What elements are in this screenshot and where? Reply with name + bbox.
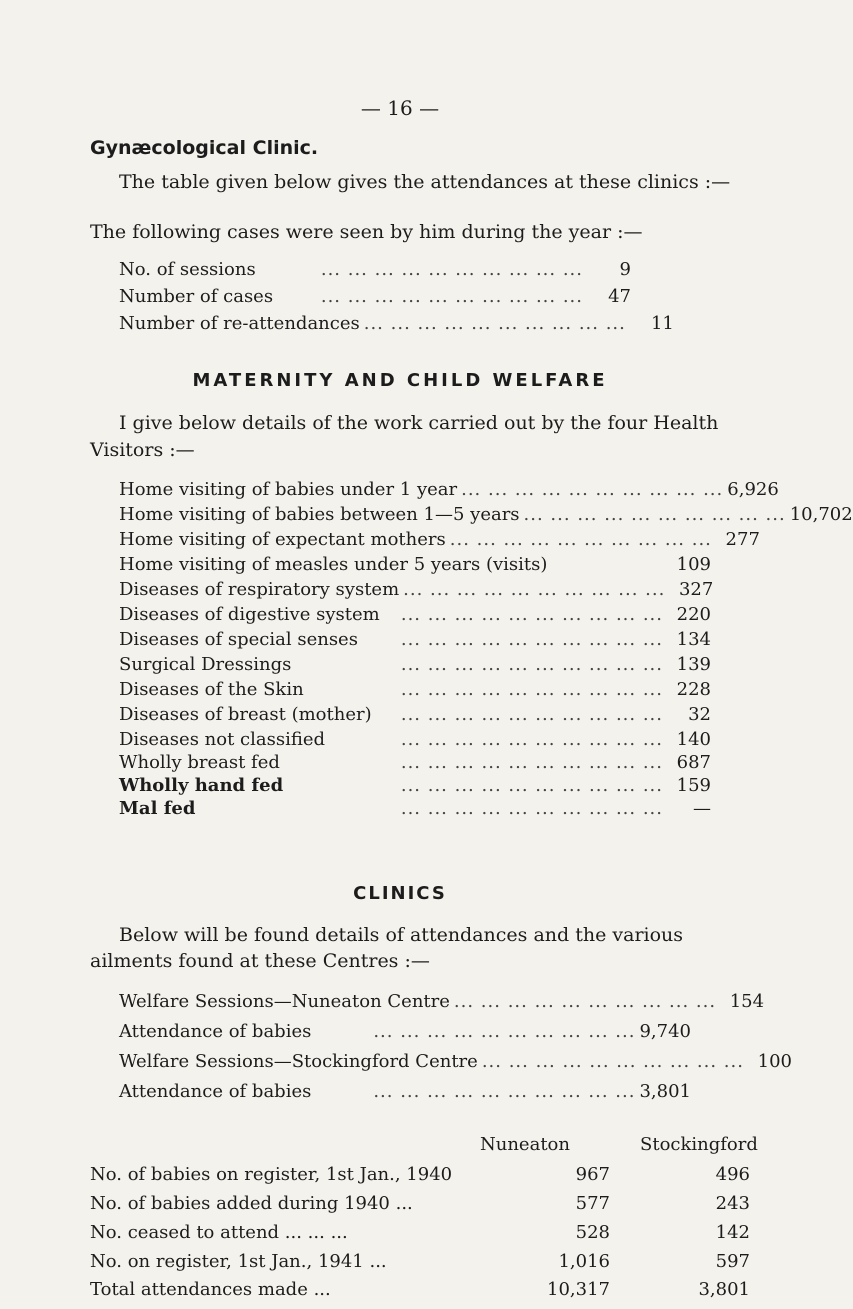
maternity-intro-line1: I give below details of the work carried out by the four Health: [119, 412, 719, 434]
row-value: 10,702: [789, 504, 853, 525]
maternity-row: [119, 553, 711, 577]
table-cell-stockingford: 142: [715, 1222, 750, 1243]
leader-dots: ... ... ... ... ... ... ... ... ... ...: [400, 704, 663, 725]
row-label: Surgical Dressings: [119, 654, 292, 675]
table-row-label: No. of babies on register, 1st Jan., 1940: [90, 1164, 453, 1185]
leader-dots: ... ... ... ... ... ... ... ... ... ...: [400, 798, 663, 819]
row-value: 140: [676, 729, 711, 750]
row-label: Home visiting of babies under 1 year: [119, 479, 458, 500]
clinics-row: [119, 990, 765, 1014]
row-value: 154: [729, 991, 765, 1012]
table-cell-stockingford: 597: [715, 1251, 750, 1272]
maternity-row: [119, 703, 711, 727]
maternity-row: [119, 528, 760, 552]
leader-dots: ... ... ... ... ... ... ... ... ... ...: [400, 654, 663, 675]
row-label: Diseases of digestive system: [119, 604, 380, 625]
row-label: Welfare Sessions—Nuneaton Centre: [119, 991, 450, 1012]
row-value: 47: [608, 286, 631, 307]
section-heading-maternity: MATERNITY AND CHILD WELFARE: [192, 370, 608, 391]
row-label: Diseases of respiratory system: [119, 579, 400, 600]
row-value: 687: [676, 752, 711, 773]
leader-dots: ... ... ... ... ... ... ... ... ... ...: [403, 579, 666, 600]
row-label: Home visiting of measles under 5 years (visits): [119, 554, 548, 575]
table-cell-nuneaton: 967: [575, 1164, 610, 1185]
leader-dots: ... ... ... ... ... ... ... ... ... ...: [400, 604, 663, 625]
row-value: 32: [688, 704, 711, 725]
gynae-intro: The table given below gives the attendances at these clinics :—: [119, 171, 731, 193]
clinics-row: [119, 1020, 691, 1044]
clinics-intro-line2: ailments found at these Centres :—: [90, 950, 430, 972]
row-label: Diseases of breast (mother): [119, 704, 372, 725]
row-label: Wholly hand fed: [119, 775, 284, 796]
leader-dots: ... ... ... ... ... ... ... ... ... ...: [453, 991, 717, 1012]
row-label: Mal fed: [119, 798, 196, 819]
maternity-row: [119, 797, 711, 821]
leader-dots: ... ... ... ... ... ... ... ... ... ...: [400, 729, 663, 750]
table-row-label: Total attendances made ...: [90, 1279, 331, 1300]
maternity-row: [119, 578, 714, 602]
gynae-row: [119, 258, 631, 282]
maternity-row: [119, 678, 711, 702]
table-row-label: No. ceased to attend ... ... ...: [90, 1222, 348, 1243]
leader-dots: ... ... ... ... ... ... ... ... ... ...: [400, 629, 663, 650]
row-value: 277: [725, 529, 760, 550]
row-value: 327: [678, 579, 714, 600]
row-value: 220: [676, 604, 711, 625]
maternity-row: [119, 478, 779, 502]
row-label: Number of re-attendances: [119, 313, 360, 334]
column-header-nuneaton: Nuneaton: [480, 1134, 570, 1155]
maternity-row: [119, 774, 711, 798]
section-heading-clinics: CLINICS: [353, 883, 447, 904]
maternity-row: [119, 751, 711, 775]
leader-dots: ... ... ... ... ... ... ... ... ... ...: [400, 679, 663, 700]
gynae-cases-intro: The following cases were seen by him during the year :—: [90, 221, 643, 243]
row-label: Wholly breast fed: [119, 752, 280, 773]
row-label: Home visiting of expectant mothers: [119, 529, 446, 550]
table-row-label: No. on register, 1st Jan., 1941 ...: [90, 1251, 387, 1272]
row-value: 9: [619, 259, 631, 280]
row-value: 139: [676, 654, 711, 675]
page-number: — 16 —: [360, 96, 440, 120]
row-label: Diseases not classified: [119, 729, 326, 750]
leader-dots: ... ... ... ... ... ... ... ... ... ...: [320, 259, 583, 280]
table-cell-nuneaton: 577: [575, 1193, 610, 1214]
leader-dots: ... ... ... ... ... ... ... ... ... ...: [320, 286, 583, 307]
row-value: 6,926: [727, 479, 779, 500]
gynae-row: [119, 312, 674, 336]
row-value: 228: [676, 679, 711, 700]
table-cell-nuneaton: 10,317: [547, 1279, 610, 1300]
maternity-row: [119, 728, 711, 752]
section-heading-gynaecological: Gynæcological Clinic.: [90, 137, 319, 159]
maternity-row: [119, 628, 711, 652]
table-cell-stockingford: 496: [715, 1164, 750, 1185]
leader-dots: ... ... ... ... ... ... ... ... ... ...: [373, 1021, 636, 1042]
row-value: 134: [676, 629, 711, 650]
table-cell-nuneaton: 1,016: [558, 1251, 610, 1272]
row-label: Attendance of babies: [119, 1021, 312, 1042]
row-value: 9,740: [639, 1021, 691, 1042]
leader-dots: ... ... ... ... ... ... ... ... ... ...: [523, 504, 786, 525]
row-value: —: [693, 798, 711, 819]
leader-dots: ... ... ... ... ... ... ... ... ... ...: [449, 529, 712, 550]
clinics-intro-line1: Below will be found details of attendances and the various: [119, 924, 684, 946]
maternity-row: [119, 603, 711, 627]
leader-dots: ... ... ... ... ... ... ... ... ... ...: [461, 479, 724, 500]
leader-dots: ... ... ... ... ... ... ... ... ... ...: [363, 313, 626, 334]
maternity-row: [119, 503, 853, 527]
row-label: Attendance of babies: [119, 1081, 312, 1102]
leader-dots: ... ... ... ... ... ... ... ... ... ...: [400, 752, 663, 773]
table-cell-stockingford: 243: [715, 1193, 750, 1214]
leader-dots: ... ... ... ... ... ... ... ... ... ...: [400, 775, 663, 796]
row-value: 11: [650, 313, 674, 334]
row-label: Diseases of the Skin: [119, 679, 304, 700]
column-header-stockingford: Stockingford: [640, 1134, 758, 1155]
gynae-row: [119, 285, 631, 309]
row-label: No. of sessions: [119, 259, 256, 280]
row-label: Diseases of special senses: [119, 629, 358, 650]
row-value: 109: [676, 554, 711, 575]
row-label: Home visiting of babies between 1—5 years: [119, 504, 520, 525]
table-cell-nuneaton: 528: [575, 1222, 610, 1243]
row-label: Welfare Sessions—Stockingford Centre: [119, 1051, 478, 1072]
maternity-row: [119, 653, 711, 677]
leader-dots: ... ... ... ... ... ... ... ... ... ...: [481, 1051, 744, 1072]
row-value: 159: [676, 775, 711, 796]
clinics-row: [119, 1050, 792, 1074]
table-cell-stockingford: 3,801: [698, 1279, 750, 1300]
row-value: 3,801: [639, 1081, 691, 1102]
leader-dots: ... ... ... ... ... ... ... ... ... ...: [373, 1081, 636, 1102]
row-label: Number of cases: [119, 286, 274, 307]
row-value: 100: [757, 1051, 792, 1072]
maternity-intro-line2: Visitors :—: [90, 439, 195, 461]
clinics-row: [119, 1080, 691, 1104]
table-row-label: No. of babies added during 1940 ...: [90, 1193, 413, 1214]
